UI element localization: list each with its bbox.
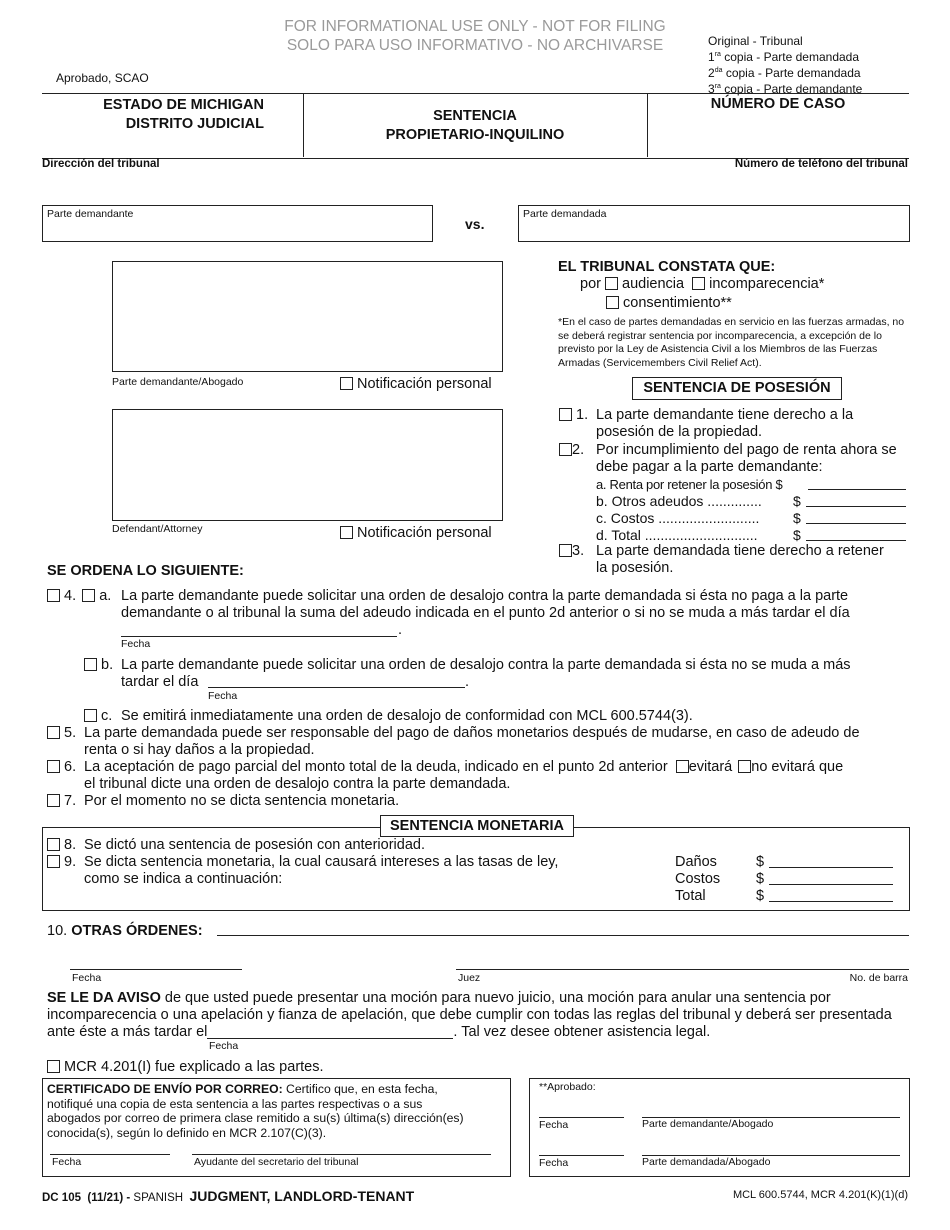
judgment-date-field[interactable]	[70, 969, 242, 970]
possession-item-3: 3.	[559, 543, 584, 560]
order-item-4: 4. a.	[47, 588, 111, 605]
item-4b-checkbox[interactable]	[84, 658, 97, 671]
plaintiff-attorney-field[interactable]	[112, 261, 503, 372]
item-2-checkbox[interactable]	[559, 443, 572, 456]
item-9-checkbox[interactable]	[47, 855, 60, 868]
watermark-spanish: SOLO PARA USO INFORMATIVO - NO ARCHIVARSE	[286, 37, 664, 54]
other-amount-field[interactable]	[806, 506, 906, 507]
court-address-label: Dirección del tribunal	[42, 158, 160, 170]
damages-field[interactable]	[769, 867, 893, 868]
form-title: SENTENCIA PROPIETARIO-INQUILINO	[385, 108, 565, 143]
judge-signature-field[interactable]	[456, 969, 909, 970]
total-amount-label: d. Total .............................	[596, 527, 758, 543]
hearing-checkbox[interactable]	[605, 277, 618, 290]
mcr-explained[interactable]: MCR 4.201(I) fue explicado a las partes.	[47, 1059, 324, 1075]
plaintiff-attorney-label: Parte demandante/Abogado	[112, 376, 244, 388]
total-amount-field[interactable]	[806, 540, 906, 541]
certificate-date-field[interactable]	[50, 1154, 170, 1155]
court-jurisdiction	[42, 96, 264, 134]
clerk-label: Ayudante del secretario del tribunal	[194, 1156, 359, 1168]
order-title: SE ORDENA LO SIGUIENTE:	[47, 563, 244, 579]
plaintiff-field[interactable]: Parte demandante	[42, 205, 433, 242]
plaintiff-approval-date-field[interactable]	[539, 1117, 624, 1118]
costs-amount-label: c. Costos ..........................	[596, 510, 760, 526]
defendant-personal-service-checkbox[interactable]	[340, 526, 353, 539]
item-4c-checkbox[interactable]	[84, 709, 97, 722]
rent-amount-field[interactable]	[808, 489, 906, 490]
military-note: *En el caso de partes demandadas en servicio en las fuerzas armadas, no se deberá registrar sentencia por incomparecencia, a excepción de lo previsto por la Ley de Asistencia Civil a los Miembros de las Fuerzas Armadas (Servicemembers Civil Relief Act).	[558, 316, 905, 369]
possession-item-1: 1.	[559, 407, 588, 424]
defendant-personal-service[interactable]: Notificación personal	[340, 525, 492, 541]
money-labels: Daños Costos Total	[675, 854, 721, 904]
order-item-5: 5.	[47, 725, 76, 742]
copy-1: $1^{ra}$ copia - Parte demandada	[708, 50, 860, 64]
court-phone-label: Número de teléfono del tribunal	[734, 158, 908, 170]
judge-label: Juez	[458, 972, 481, 984]
defendant-attorney-label: Defendant/Attorney	[112, 523, 203, 535]
possession-title: SENTENCIA DE POSESIÓN	[632, 377, 842, 400]
item-4b: b.	[84, 657, 113, 674]
approved-scao: Aprobado, SCAO	[56, 71, 149, 85]
footer-refs: MCL 600.5744, MCR 4.201(K)(1)(d)	[732, 1189, 908, 1201]
item-4-checkbox[interactable]	[47, 589, 60, 602]
consent-checkbox[interactable]	[606, 296, 619, 309]
money-costs-field[interactable]	[769, 884, 893, 885]
other-orders-field[interactable]	[217, 935, 909, 936]
item-4a-date-field[interactable]	[121, 636, 397, 637]
defendant-attorney-field[interactable]	[112, 409, 503, 521]
bar-number-label: No. de barra	[849, 972, 908, 984]
other-amount-label: b. Otros adeudos ..............	[596, 493, 762, 509]
order-item-8: 8.	[47, 837, 76, 854]
certificate-text: CERTIFICADO DE ENVÍO POR CORREO: Certifico que, en esta fecha, notifiqué una copia de esta sentencia a las partes respectivas o a sus abogados por correo de primera clase remitido a su(s) última(s) dirección(es) conocida(s), según lo definido en MCR 2.107(C)(3).	[47, 1082, 464, 1140]
copy-3: $3^{ra}$ copia - Parte demandante	[708, 82, 863, 96]
order-item-7: 7.	[47, 793, 76, 810]
money-judgment-title: SENTENCIA MONETARIA	[380, 815, 574, 837]
form-code: DC 105	[42, 1192, 81, 1204]
money-total-field[interactable]	[769, 901, 893, 902]
plaintiff-personal-service-checkbox[interactable]	[340, 377, 353, 390]
findings-title: EL TRIBUNAL CONSTATA QUE:	[558, 259, 776, 275]
plaintiff-personal-service[interactable]: Notificación personal	[340, 376, 492, 392]
vs-label: vs.	[465, 216, 485, 232]
footer-title: JUDGMENT, LANDLORD-TENANT	[189, 1188, 415, 1204]
copy-2: $2^{da}$ copia - Parte demandada	[708, 66, 861, 80]
costs-amount-field[interactable]	[806, 523, 906, 524]
rent-amount-label: a. Renta por retener la posesión $	[596, 477, 783, 492]
judgment-date-label: Fecha	[72, 972, 102, 984]
order-item-9: 9.	[47, 854, 76, 871]
case-number-field[interactable]	[647, 118, 909, 156]
defendant-field[interactable]: Parte demandada	[518, 205, 910, 242]
will-not-prevent-checkbox[interactable]	[738, 760, 751, 773]
amounts-list	[596, 476, 782, 544]
item-4c: c.	[84, 708, 112, 725]
item-4a-checkbox[interactable]	[82, 589, 95, 602]
findings-basis: por audiencia incomparecencia*	[580, 276, 825, 292]
will-prevent-checkbox[interactable]	[676, 760, 689, 773]
item-4b-date-field[interactable]	[208, 687, 465, 688]
item-5-checkbox[interactable]	[47, 726, 60, 739]
order-item-6: 6.	[47, 759, 76, 776]
clerk-signature-field[interactable]	[192, 1154, 491, 1155]
item-1-checkbox[interactable]	[559, 408, 572, 421]
mcr-explained-checkbox[interactable]	[47, 1060, 60, 1073]
form-footer: DC 105 (11/21) - SPANISH JUDGMENT, LANDLORD-TENANT	[42, 1188, 415, 1204]
consent-option[interactable]: consentimiento**	[606, 295, 732, 311]
copy-original: Original - Tribunal	[708, 34, 803, 48]
watermark-english: FOR INFORMATIONAL USE ONLY - NOT FOR FILING	[284, 18, 666, 35]
approved-title: **Aprobado:	[539, 1081, 596, 1093]
defendant-approval-date-field[interactable]	[539, 1155, 624, 1156]
other-orders-label: 10. OTRAS ÓRDENES:	[47, 923, 203, 939]
item-8-checkbox[interactable]	[47, 838, 60, 851]
possession-item-2: 2.	[559, 442, 584, 459]
case-number-label: NÚMERO DE CASO	[710, 96, 846, 112]
notice-text: SE LE DA AVISO de que usted puede presentar una moción para nuevo juicio, una moción para anular una sentencia por incomparecencia o una apelación y fianza de apelación, que debe cumplir con todas las reglas del tribunal y deberá ser presentada ante éste a más tardar el . Tal vez desee obtener asistencia legal.	[47, 990, 892, 1040]
copy-distribution	[708, 34, 862, 96]
item-7-checkbox[interactable]	[47, 794, 60, 807]
default-checkbox[interactable]	[692, 277, 705, 290]
district: DISTRITO JUDICIAL	[125, 116, 264, 132]
item-6-checkbox[interactable]	[47, 760, 60, 773]
item-3-checkbox[interactable]	[559, 544, 572, 557]
state: ESTADO DE MICHIGAN	[103, 97, 264, 113]
item-4a-text: La parte demandante puede solicitar una orden de desalojo contra la parte demandada si ésta no paga a la parte demandante o al tribunal la suma del adeudo indicada en el punto 2d anterior o si no se muda a más tardar el día	[121, 588, 850, 621]
notice-date-field[interactable]	[207, 1038, 453, 1039]
